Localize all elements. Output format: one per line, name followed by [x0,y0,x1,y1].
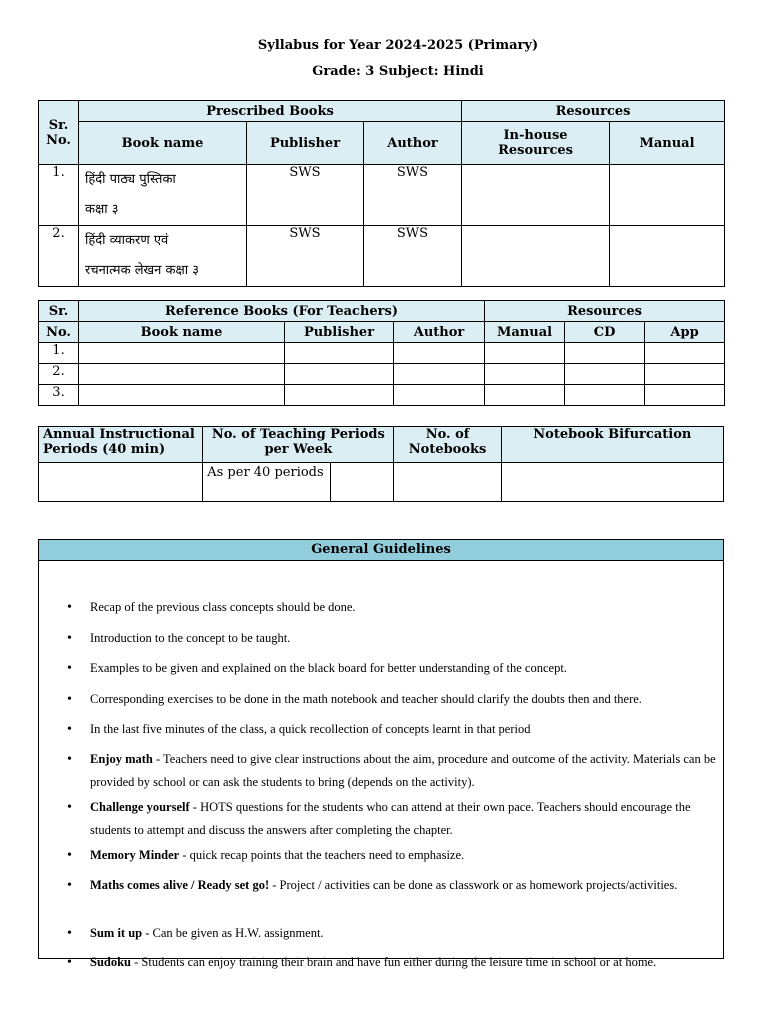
list-item: • Examples to be given and explained on the black board for better understanding of the concept. [39,657,730,680]
prescribed-books-header: Prescribed Books [79,101,462,122]
book-name-line: हिंदी व्याकरण एवं [85,233,169,248]
list-item: • Sum it up - Can be given as H.W. assignment. [39,922,730,945]
author-header: Author [394,322,485,343]
cd-header: CD [565,322,645,343]
reference-books-table [38,300,725,406]
book-name [79,226,247,287]
book-name-header: Book name [79,122,247,165]
row-number: 1. [39,343,79,364]
sr-no-header: Sr. No. [39,101,79,165]
list-item: • In the last five minutes of the class, a quick recollection of concepts learnt in that period [39,718,730,741]
list-item: • Sudoku - Students can enjoy training their brain and have fun either during the leisure time in school or at home. [39,951,730,974]
list-item: • Enjoy math - Teachers need to give clear instructions about the aim, procedure and outcome of the activity. Materials can be provided by school or can ask the students to bring (depends on the activity). [39,748,730,794]
inhouse-resources-header: In-house Resources [462,122,610,165]
list-item: • Maths comes alive / Ready set go! - Project / activities can be done as classwork or as homework projects/activities. [39,874,730,897]
author-cell: SWS [364,165,462,226]
annual-periods-cell [39,463,203,502]
table-row [39,364,725,385]
no-header: No. [39,322,79,343]
teaching-periods-header: No. of Teaching Periods per Week [203,427,394,463]
resources-header: Resources [462,101,725,122]
manual-header: Manual [610,122,725,165]
book-name-line: कक्षा ३ [85,202,119,217]
book-name-line: हिंदी पाठ्य पुस्तिका [85,172,176,187]
publisher-header: Publisher [285,322,394,343]
list-item: • Recap of the previous class concepts should be done. [39,596,730,619]
manual-cell [610,226,725,287]
book-name [79,165,247,226]
table-row [39,343,725,364]
author-header: Author [364,122,462,165]
bifurcation-cell [501,463,723,502]
inhouse-cell [462,165,610,226]
guidelines-heading: General Guidelines [39,540,723,561]
publisher-header: Publisher [247,122,364,165]
manual-cell [610,165,725,226]
list-item: • Challenge yourself - HOTS questions for the students who can attend at their own pace. Teachers should encourage the students to attempt and discuss the answers after completing the chapter. [39,796,730,842]
list-item: • Corresponding exercises to be done in the math notebook and teacher should clarify the doubts then and there. [39,688,730,711]
table-row [39,385,725,406]
app-header: App [645,322,725,343]
teaching-periods-value: As per 40 periods [203,463,331,502]
resources-header: Resources [485,301,725,322]
annual-periods-header: Annual Instructional Periods (40 min) [39,427,203,463]
empty-cell [331,463,394,502]
row-number: 2. [39,226,79,287]
notebook-bifurcation-header: Notebook Bifurcation [501,427,723,463]
sr-header: Sr. [39,301,79,322]
notebooks-cell [394,463,501,502]
publisher-cell: SWS [247,226,364,287]
periods-table [38,426,724,502]
author-cell: SWS [364,226,462,287]
manual-header: Manual [485,322,565,343]
list-item: • Introduction to the concept to be taught. [39,627,730,650]
table-row [39,226,725,287]
row-number: 1. [39,165,79,226]
book-name-line: रचनात्मक लेखन कक्षा ३ [85,263,200,278]
notebooks-header: No. of Notebooks [394,427,501,463]
publisher-cell: SWS [247,165,364,226]
page-subtitle: Grade: 3 Subject: Hindi [312,64,484,79]
row-number: 2. [39,364,79,385]
prescribed-books-table [38,100,725,287]
reference-books-header: Reference Books (For Teachers) [79,301,485,322]
row-number: 3. [39,385,79,406]
list-item: • Memory Minder - quick recap points that the teachers need to emphasize. [39,844,730,867]
inhouse-cell [462,226,610,287]
general-guidelines [38,539,724,969]
book-name-header: Book name [79,322,285,343]
table-row [39,165,725,226]
page-title: Syllabus for Year 2024-2025 (Primary) [257,38,539,53]
